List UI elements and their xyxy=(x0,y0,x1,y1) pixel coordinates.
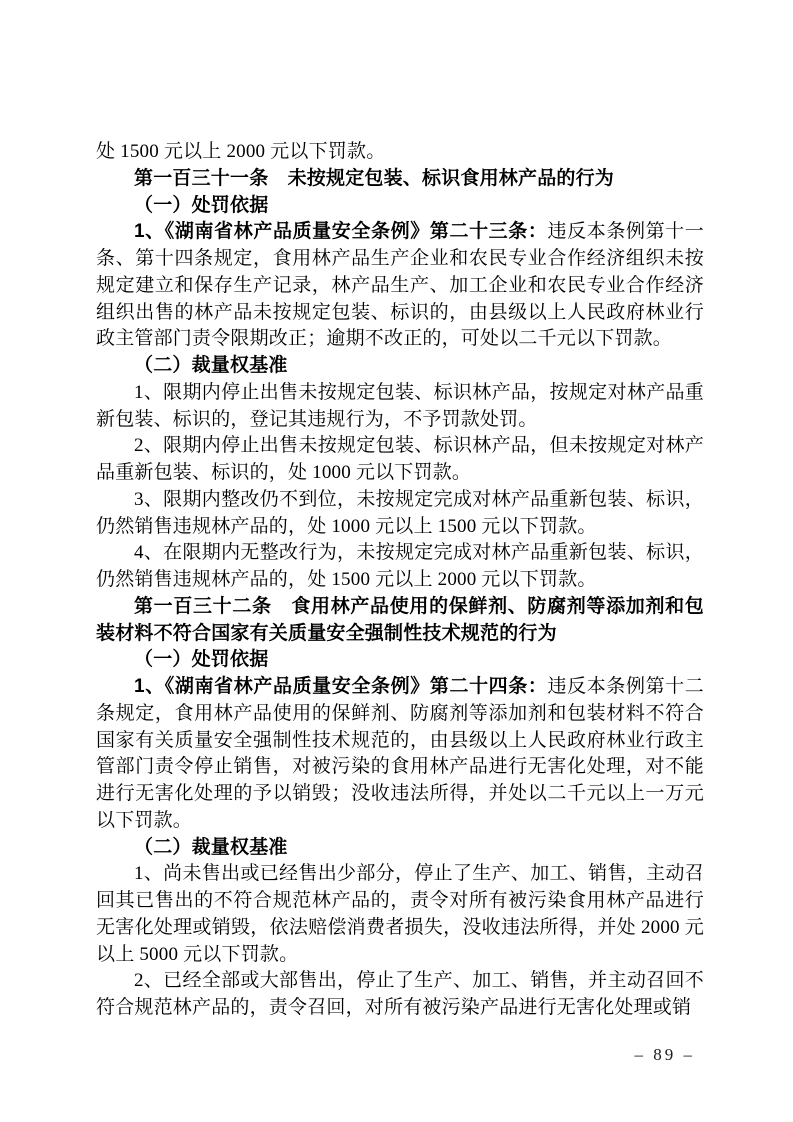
text-segment: 违反本条例第十二条规定，食用林产品使用的保鲜剂、防腐剂等添加剂和包装材料不符合国家有关质量安全强制性技术规范的，由县级以上人民政府林业行政主管部门责令停止销售，对被污染的食用林产品进行无害化处理，对不能进行无害化处理的予以销毁；没收违法所得，并处以二千元以上一万元以下罚款。 xyxy=(96,676,704,831)
text-segment: 处 1500 元以上 2000 元以下罚款。 xyxy=(96,141,386,162)
text-segment: 1、尚未售出或已经售出少部分，停止了生产、加工、销售，主动召回其已售出的不符合规范林产品的，责令对所有被污染食用林产品进行无害化处理或销毁，依法赔偿消费者损失，没收违法所得，并处 2000 元以上 5000 元以下罚款。 xyxy=(96,863,704,965)
bold-text-segment: 1、《湖南省林产品质量安全条例》第二十四条： xyxy=(134,676,548,697)
bold-text-segment: （二）裁量权基准 xyxy=(134,836,288,858)
text-segment: 3、限期内整改仍不到位，未按规定完成对林产品重新包装、标识，仍然销售违规林产品的，处 1000 元以上 1500 元以下罚款。 xyxy=(96,488,704,537)
text-segment: 4、在限期内无整改行为，未按规定完成对林产品重新包装、标识，仍然销售违规林产品的，处 1500 元以上 2000 元以下罚款。 xyxy=(96,542,704,590)
heading-paragraph xyxy=(96,166,704,193)
text-segment: 2、已经全部或大部售出，停止了生产、加工、销售，并主动召回不符合规范林产品的，责令召回，对所有被污染产品进行无害化处理或销 xyxy=(96,970,704,1018)
bold-text-segment: （二）裁量权基准 xyxy=(134,355,288,376)
text-segment: 违反本条例第十一条、第十四条规定，食用林产品生产企业和农民专业合作经济组织未按规定建立和保存生产记录，林产品生产、加工企业和农民专业合作经济组织出售的林产品未按规定包装、标识的，由县级以上人民政府林业行政主管部门责令限期改正；逾期不改正的，可处以二千元以下罚款。 xyxy=(96,221,704,350)
body-paragraph xyxy=(96,540,704,594)
bold-text-segment: （一）处罚依据 xyxy=(134,649,269,671)
body-paragraph xyxy=(96,380,704,434)
heading-paragraph xyxy=(96,353,704,380)
body-paragraph xyxy=(96,487,704,541)
page-footer xyxy=(635,1044,696,1066)
body-paragraph xyxy=(96,433,704,487)
text-segment: 2、限期内停止出售未按规定包装、标识林产品，但未按规定对林产品重新包装、标识的，处 1000 元以下罚款。 xyxy=(96,435,704,483)
body-paragraph xyxy=(96,674,704,835)
body-paragraph xyxy=(96,968,704,1022)
heading-paragraph xyxy=(96,594,704,648)
bold-text-segment: （一）处罚依据 xyxy=(134,194,269,216)
bold-text-segment: 第一百三十二条 食用林产品使用的保鲜剂、防腐剂等添加剂和包装材料不符合国家有关质量安全强制性技术规范的行为 xyxy=(96,595,704,644)
body-paragraph xyxy=(96,139,704,166)
bold-text-segment: 1、《湖南省林产品质量安全条例》第二十三条： xyxy=(134,221,548,243)
heading-paragraph xyxy=(96,193,704,220)
bold-text-segment: 第一百三十一条 未按规定包装、标识食用林产品的行为 xyxy=(134,167,615,189)
text-segment: 1、限期内停止出售未按规定包装、标识林产品，按规定对林产品重新包装、标识的，登记其违规行为，不予罚款处罚。 xyxy=(96,381,704,430)
page-number: – 89 – xyxy=(634,1045,695,1064)
body-paragraph xyxy=(96,861,704,968)
body-paragraph xyxy=(96,219,704,353)
document-body xyxy=(96,139,704,1022)
heading-paragraph xyxy=(96,647,704,674)
heading-paragraph xyxy=(96,835,704,862)
